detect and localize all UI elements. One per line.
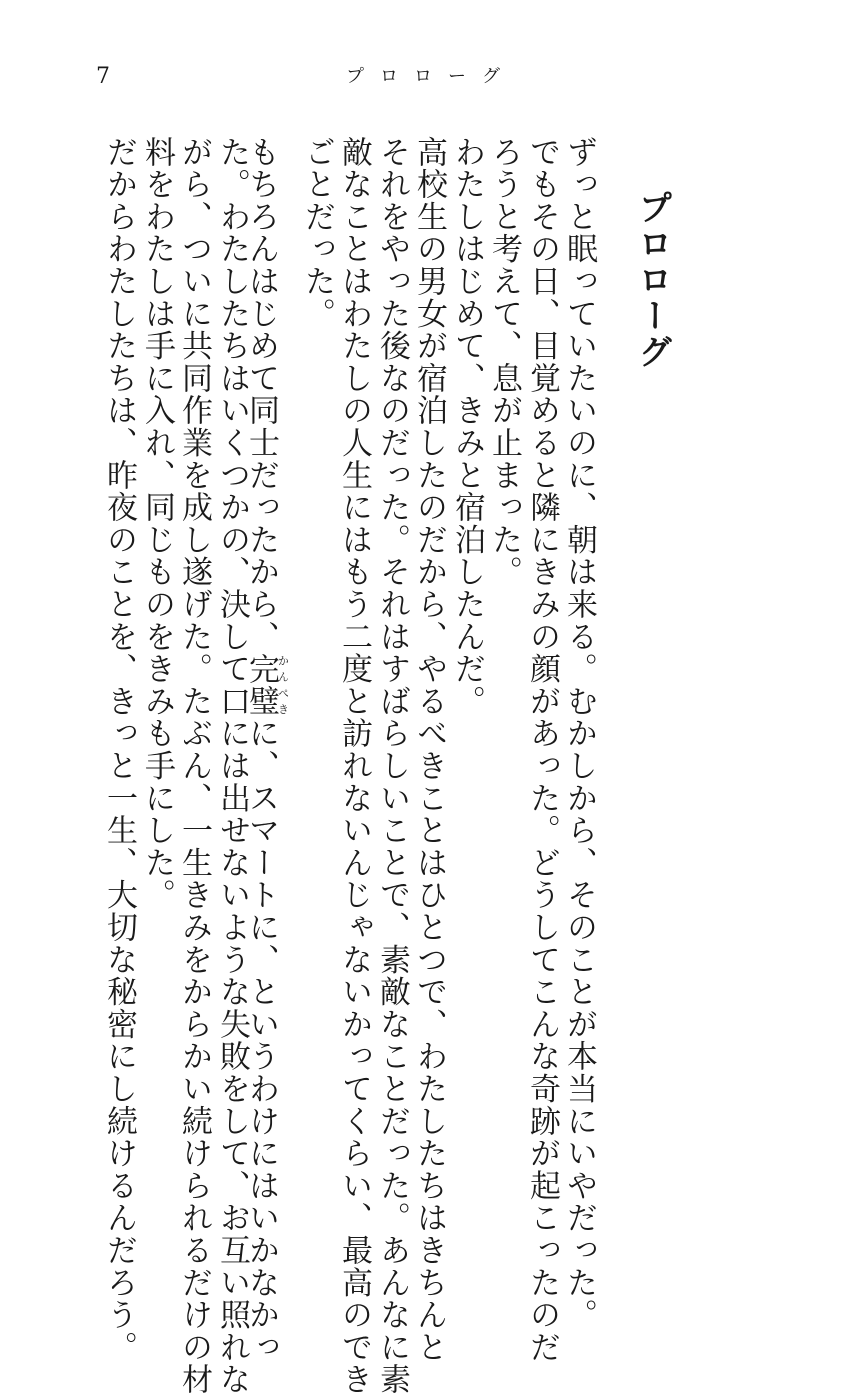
text-column-8: ごとだった。 [299,136,335,330]
text-column-9: もちろんはじめて同士だったから、完璧かんぺきに、スマートに、というわけにはいかなかっ [243,136,290,1364]
text-column-6: それをやった後なのだった。それはすばらしいことで、素敵なことだった。あんなに素 [374,136,410,1396]
running-header: プロローグ [346,66,516,87]
page-number: 7 [96,64,110,89]
chapter-title: プロローグ [632,190,672,370]
text-column-7: 敵なことはわたしの人生にはもう二度と訪れないんじゃないかってくらい、最高のでき [336,136,372,1396]
text-column-13: だからわたしたちは、昨夜のことを、きっと一生、大切な秘密にし続けるんだろう。 [101,136,137,1364]
text-column-10: た。わたしたちはいくつかの、決して口には出せないような失敗をして、お互い照れな [214,136,250,1396]
text-column-4: わたしはじめて、きみと宿泊したんだ。 [449,136,485,718]
text-column-1: ずっと眠っていたいのに、朝は来る。むかしから、そのことが本当にいやだった。 [561,136,597,1332]
text-column-3: ろうと考えて、息が止まった。 [486,136,522,589]
text-column-5: 高校生の男女が宿泊したのだから、やるべきことはひとつで、わたしたちはきちんと [411,136,447,1364]
text-column-12: 料をわたしは手に入れ、同じものをきみも手にした。 [139,136,175,912]
text-column-2: でもその日、目覚めると隣にきみの顔があった。どうしてこんな奇跡が起こったのだ [524,136,560,1364]
ruby-annotation: 完璧かんぺき [243,652,290,718]
text-column-11: がら、ついに共同作業を成し遂げた。たぶん、一生きみをからかい続けられるだけの材 [176,136,212,1396]
